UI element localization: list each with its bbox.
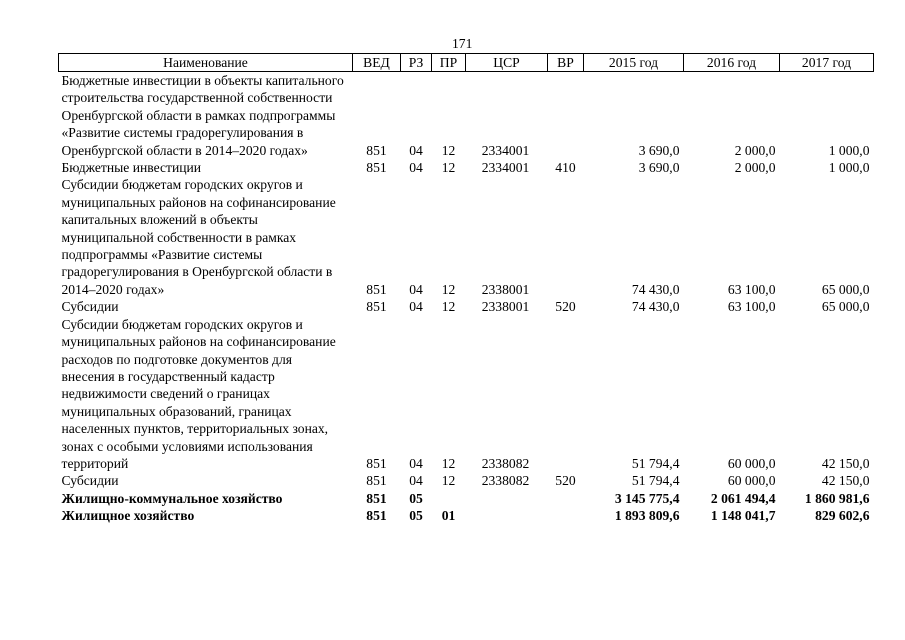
cell-vr: 520 [555, 473, 576, 489]
table-row [59, 316, 874, 473]
table-body [59, 72, 874, 525]
cell-2015: 1 893 809,6 [614, 508, 680, 524]
cell-pr: 12 [441, 299, 456, 315]
cell-vr: 520 [555, 299, 576, 315]
cell-vr: 410 [555, 160, 576, 176]
cell-vr [548, 316, 584, 473]
cell-2016: 60 000,0 [727, 455, 776, 471]
header-rz: РЗ [401, 54, 432, 72]
cell-ved: 851 [366, 473, 387, 489]
header-2016: 2016 год [684, 54, 780, 72]
cell-rz: 05 [409, 490, 423, 506]
cell-2016: 63 100,0 [727, 299, 776, 315]
cell-csr: 2338082 [481, 455, 530, 471]
cell-2015: 3 690,0 [638, 160, 680, 176]
cell-2015: 51 794,4 [631, 473, 680, 489]
cell-name: Субсидии бюджетам городских округов и муниципальных районов на софинансирование капитальных вложений в объекты муниципальной собственности в рамках подпрограммы «Развитие системы градорегулирования в Оренбургской области в 2014–2020 годах» [61, 177, 336, 297]
cell-rz: 04 [409, 142, 423, 158]
table-row [59, 472, 874, 489]
cell-csr [466, 507, 548, 524]
cell-vr [548, 490, 584, 507]
cell-ved: 851 [366, 508, 387, 524]
cell-vr [548, 176, 584, 298]
cell-ved: 851 [366, 142, 387, 158]
cell-vr [548, 72, 584, 160]
cell-name: Жилищно-коммунальное хозяйство [61, 490, 283, 506]
cell-2017: 829 602,6 [815, 508, 870, 524]
cell-pr: 12 [441, 455, 456, 471]
header-2015: 2015 год [584, 54, 684, 72]
budget-table [58, 53, 874, 525]
cell-pr: 12 [441, 281, 456, 297]
cell-2015: 74 430,0 [631, 281, 680, 297]
cell-name: Субсидии [61, 473, 119, 489]
cell-2015: 3 145 775,4 [614, 490, 680, 506]
cell-2016: 1 148 041,7 [710, 508, 776, 524]
cell-2017: 42 150,0 [821, 473, 870, 489]
cell-name: Жилищное хозяйство [61, 508, 195, 524]
cell-pr: 12 [441, 142, 456, 158]
cell-name: Бюджетные инвестиции в объекты капитального строительства государственной собственности Оренбургской области в рамках подпрограммы «Развитие системы градорегулирования в Оренбургской области в 2014–2020 годах» [61, 73, 344, 158]
cell-ved: 851 [366, 160, 387, 176]
cell-ved: 851 [366, 490, 387, 506]
cell-2017: 1 000,0 [828, 142, 870, 158]
cell-rz: 04 [409, 160, 423, 176]
cell-2016: 60 000,0 [727, 473, 776, 489]
cell-rz: 04 [409, 299, 423, 315]
cell-ved: 851 [366, 299, 387, 315]
cell-csr: 2334001 [481, 160, 530, 176]
cell-vr [548, 507, 584, 524]
cell-ved: 851 [366, 281, 387, 297]
cell-2017: 42 150,0 [821, 455, 870, 471]
header-vr: ВР [548, 54, 584, 72]
cell-pr: 12 [441, 160, 456, 176]
header-ved: ВЕД [353, 54, 401, 72]
cell-name: Бюджетные инвестиции [61, 160, 202, 176]
header-csr: ЦСР [466, 54, 548, 72]
table-row [59, 72, 874, 160]
header-name: Наименование [59, 54, 353, 72]
cell-pr: 12 [441, 473, 456, 489]
cell-2016: 63 100,0 [727, 281, 776, 297]
table-row [59, 507, 874, 524]
cell-2017: 65 000,0 [821, 299, 870, 315]
cell-pr [432, 490, 466, 507]
cell-rz: 05 [409, 508, 423, 524]
cell-csr [466, 490, 548, 507]
table-row [59, 490, 874, 507]
cell-csr: 2338001 [481, 299, 530, 315]
cell-rz: 04 [409, 455, 423, 471]
cell-2015: 51 794,4 [631, 455, 680, 471]
cell-2015: 74 430,0 [631, 299, 680, 315]
cell-2017: 1 000,0 [828, 160, 870, 176]
cell-rz: 04 [409, 473, 423, 489]
cell-2016: 2 000,0 [734, 142, 776, 158]
cell-2016: 2 000,0 [734, 160, 776, 176]
cell-2015: 3 690,0 [638, 142, 680, 158]
cell-2017: 1 860 981,6 [804, 490, 870, 506]
cell-csr: 2334001 [481, 142, 530, 158]
cell-pr: 01 [441, 508, 456, 524]
page-number: 171 [452, 36, 473, 51]
cell-csr: 2338082 [481, 473, 530, 489]
table-row [59, 298, 874, 315]
cell-rz: 04 [409, 281, 423, 297]
table-header-row [59, 54, 874, 72]
table-row [59, 176, 874, 298]
cell-2016: 2 061 494,4 [710, 490, 776, 506]
header-pr: ПР [432, 54, 466, 72]
cell-name: Субсидии [61, 299, 119, 315]
cell-ved: 851 [366, 455, 387, 471]
table-row [59, 159, 874, 176]
header-2017: 2017 год [780, 54, 874, 72]
cell-2017: 65 000,0 [821, 281, 870, 297]
cell-name: Субсидии бюджетам городских округов и муниципальных районов на софинансирование расходов по подготовке документов для внесения в государственный кадастр недвижимости сведений о границах муниципальных образований, границах населенных пунктов, территориальных зонах, зонах с особыми условиями использования территорий [61, 316, 336, 471]
cell-csr: 2338001 [481, 281, 530, 297]
